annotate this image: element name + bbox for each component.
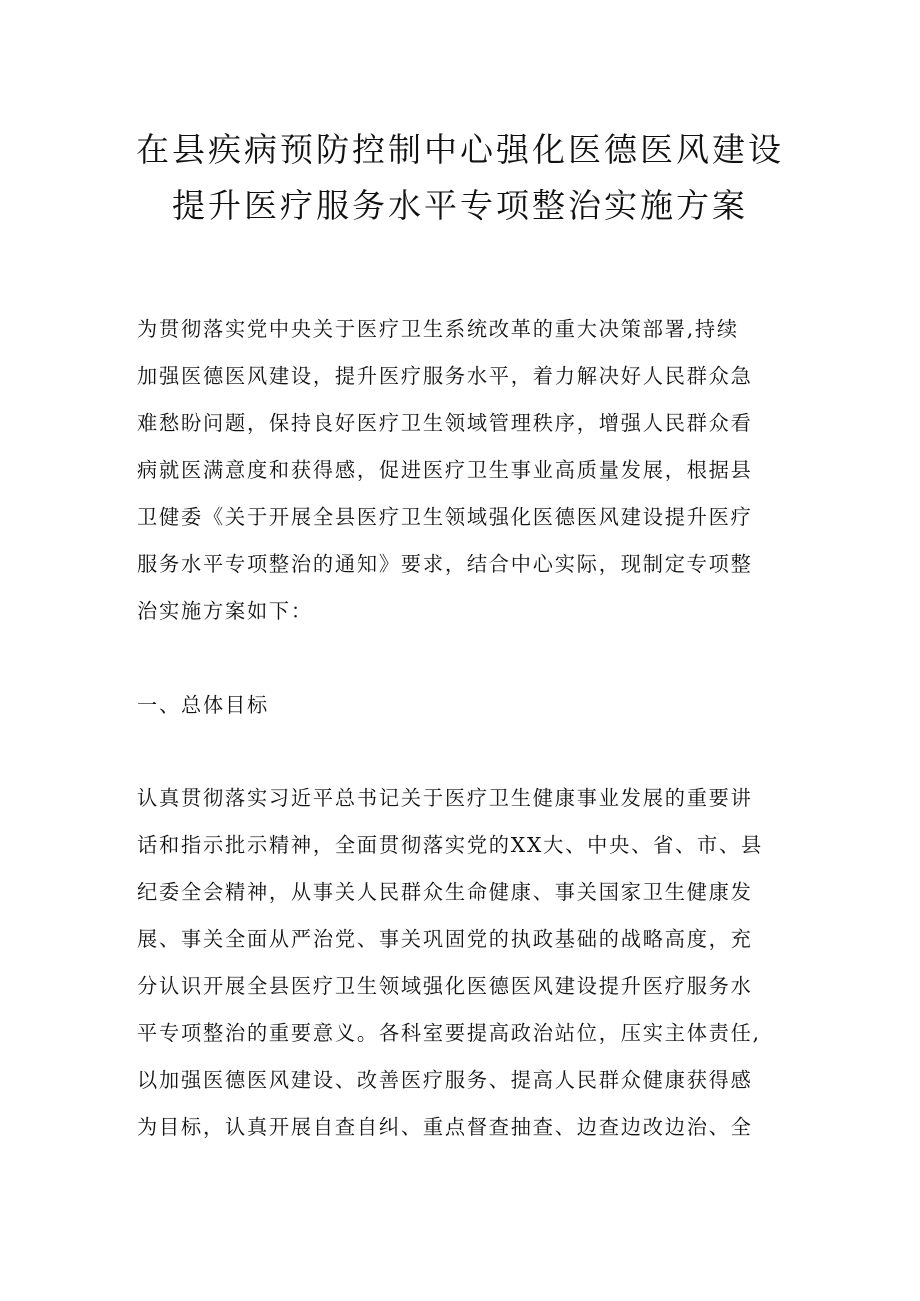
section1-paragraph-line: 分认识开展全县医疗卫生领域强化医德医风建设提升医疗服务水 [137, 974, 753, 998]
intro-paragraph-line: 病就医满意度和获得感，促进医疗卫生事业高质量发展，根据县 [137, 458, 753, 482]
intro-paragraph-line: 卫健委《关于开展全县医疗卫生领域强化医德医风建设提升医疗 [137, 505, 753, 529]
section-heading-overall-goal: 一、总体目标 [137, 693, 269, 717]
document-title-line-2: 提升医疗服务水平专项整治实施方案 [172, 186, 748, 225]
section1-paragraph-line: 认真贯彻落实习近平总书记关于医疗卫生健康事业发展的重要讲 [137, 786, 753, 810]
document-title-line-1: 在县疾病预防控制中心强化医德医风建设 [136, 130, 784, 169]
section1-paragraph-line: 话和指示批示精神，全面贯彻落实党的XX大、中央、省、市、县 [137, 833, 764, 857]
section1-paragraph-line: 平专项整治的重要意义。各科室要提高政治站位，压实主体责任, [137, 1021, 761, 1045]
intro-paragraph-line: 服务水平专项整治的通知》要求，结合中心实际，现制定专项整 [137, 552, 753, 576]
intro-paragraph-line: 治实施方案如下： [137, 599, 313, 623]
intro-paragraph-line: 为贯彻落实党中央关于医疗卫生系统改革的重大决策部署,持续 [137, 317, 739, 341]
section1-paragraph-line: 纪委全会精神，从事关人民群众生命健康、事关国家卫生健康发 [137, 880, 753, 904]
intro-paragraph-line: 加强医德医风建设，提升医疗服务水平，着力解决好人民群众急 [137, 364, 753, 388]
section1-paragraph-line: 以加强医德医风建设、改善医疗服务、提高人民群众健康获得感 [137, 1068, 753, 1092]
intro-paragraph-line: 难愁盼问题，保持良好医疗卫生领域管理秩序，增强人民群众看 [137, 411, 753, 435]
section1-paragraph-line: 展、事关全面从严治党、事关巩固党的执政基础的战略高度，充 [137, 927, 753, 951]
section1-paragraph-line: 为目标，认真开展自查自纠、重点督查抽查、边查边改边治、全 [137, 1115, 753, 1139]
